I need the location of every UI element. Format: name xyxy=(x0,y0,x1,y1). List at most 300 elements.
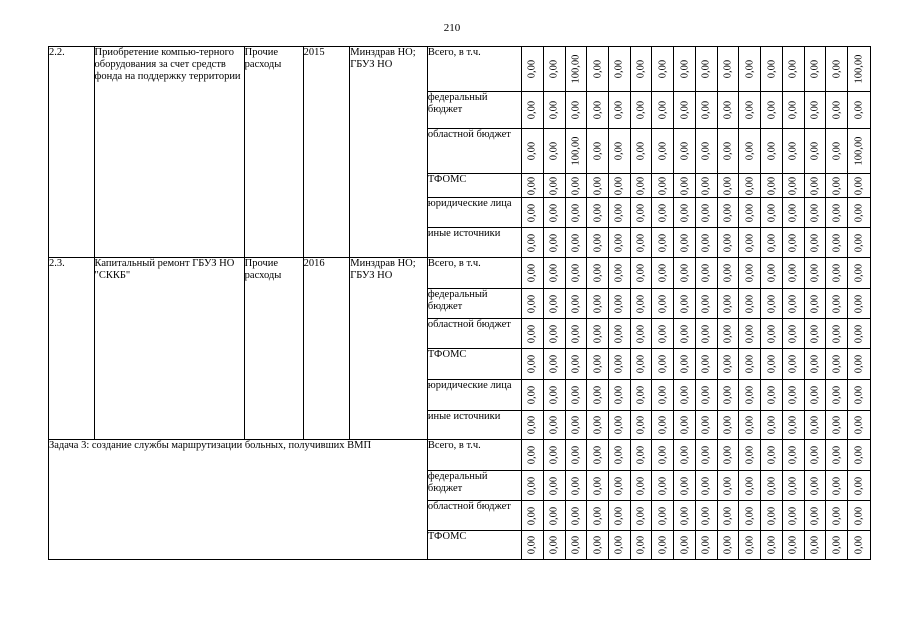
value-text: 0,00 xyxy=(635,203,647,222)
value-text: 0,00 xyxy=(526,506,538,525)
value-text: 0,00 xyxy=(831,141,843,161)
value-text: 0,00 xyxy=(592,476,604,495)
value-text: 0,00 xyxy=(722,100,734,120)
value-text: 0,00 xyxy=(787,445,799,465)
value-text: 0,00 xyxy=(787,385,799,405)
value-cell xyxy=(695,411,717,440)
value-cell xyxy=(609,380,631,411)
value-cell xyxy=(695,471,717,501)
value-cell xyxy=(543,440,565,471)
value-cell xyxy=(609,411,631,440)
value-cell xyxy=(848,129,871,174)
value-cell xyxy=(674,228,696,258)
value-text: 0,00 xyxy=(613,263,625,283)
value-cell xyxy=(609,501,631,531)
value-cell xyxy=(826,92,848,129)
value-text: 0,00 xyxy=(766,100,778,120)
value-text: 0,00 xyxy=(766,233,778,252)
value-text: 0,00 xyxy=(809,324,821,343)
value-text: 0,00 xyxy=(592,385,604,405)
funding-source-label: иные источники xyxy=(427,411,521,440)
value-text: 0,00 xyxy=(744,385,756,405)
value-text: 0,00 xyxy=(853,176,865,195)
value-cell xyxy=(543,411,565,440)
value-cell xyxy=(761,228,783,258)
value-cell xyxy=(587,471,609,501)
value-text: 0,00 xyxy=(809,506,821,525)
value-text: 0,00 xyxy=(679,176,691,195)
value-cell xyxy=(804,440,826,471)
value-text: 0,00 xyxy=(613,476,625,495)
value-text: 0,00 xyxy=(722,263,734,283)
value-cell xyxy=(674,319,696,349)
value-cell xyxy=(587,411,609,440)
value-cell xyxy=(761,92,783,129)
value-cell xyxy=(804,380,826,411)
value-text: 0,00 xyxy=(526,476,538,495)
value-text: 0,00 xyxy=(722,415,734,435)
value-cell xyxy=(630,92,652,129)
value-cell xyxy=(522,411,544,440)
value-cell xyxy=(848,228,871,258)
value-cell xyxy=(695,319,717,349)
value-text: 0,00 xyxy=(853,354,865,374)
value-cell xyxy=(717,289,739,319)
value-text: 0,00 xyxy=(722,141,734,161)
funding-source-label: ТФОМС xyxy=(427,531,521,560)
value-cell xyxy=(761,349,783,380)
value-cell xyxy=(587,174,609,198)
value-cell xyxy=(522,129,544,174)
value-text: 0,00 xyxy=(635,415,647,435)
value-text: 0,00 xyxy=(744,415,756,435)
value-cell xyxy=(522,319,544,349)
value-text: 0,00 xyxy=(526,324,538,343)
item-executor: Минздрав НО; ГБУЗ НО xyxy=(350,47,428,258)
value-cell xyxy=(587,380,609,411)
value-cell xyxy=(543,129,565,174)
value-cell xyxy=(826,411,848,440)
value-text: 0,00 xyxy=(831,176,843,195)
value-text: 0,00 xyxy=(613,233,625,252)
value-cell xyxy=(782,349,804,380)
value-cell xyxy=(804,228,826,258)
value-cell xyxy=(522,258,544,289)
value-text: 0,00 xyxy=(766,385,778,405)
value-cell xyxy=(695,47,717,92)
value-cell xyxy=(717,258,739,289)
value-text: 0,00 xyxy=(787,535,799,555)
value-text: 0,00 xyxy=(613,324,625,343)
value-cell xyxy=(565,411,587,440)
value-text: 0,00 xyxy=(635,476,647,495)
value-text: 0,00 xyxy=(722,385,734,405)
value-text: 0,00 xyxy=(526,100,538,120)
value-cell xyxy=(695,258,717,289)
value-text: 0,00 xyxy=(809,176,821,195)
value-cell xyxy=(652,289,674,319)
value-text: 0,00 xyxy=(787,263,799,283)
value-cell xyxy=(782,258,804,289)
value-cell xyxy=(717,380,739,411)
value-text: 0,00 xyxy=(700,100,712,120)
value-cell xyxy=(674,198,696,228)
value-text: 0,00 xyxy=(700,141,712,161)
funding-source-label: федеральный бюджет xyxy=(427,289,521,319)
funding-source-label: ТФОМС xyxy=(427,349,521,380)
value-cell xyxy=(522,501,544,531)
value-cell xyxy=(826,380,848,411)
value-text: 0,00 xyxy=(722,294,734,313)
value-cell xyxy=(522,380,544,411)
value-cell xyxy=(609,47,631,92)
value-cell xyxy=(848,411,871,440)
value-cell xyxy=(609,531,631,560)
value-text: 0,00 xyxy=(766,324,778,343)
value-text: 0,00 xyxy=(570,476,582,495)
value-cell xyxy=(782,531,804,560)
funding-source-label: юридические лица xyxy=(427,198,521,228)
value-text: 0,00 xyxy=(635,535,647,555)
value-text: 0,00 xyxy=(613,100,625,120)
value-cell xyxy=(739,380,761,411)
value-text: 0,00 xyxy=(700,59,712,79)
funding-source-label: федеральный бюджет xyxy=(427,471,521,501)
value-cell xyxy=(782,228,804,258)
value-cell xyxy=(522,471,544,501)
value-text: 0,00 xyxy=(700,415,712,435)
value-text: 0,00 xyxy=(526,354,538,374)
value-text: 0,00 xyxy=(744,59,756,79)
value-cell xyxy=(543,471,565,501)
value-text: 0,00 xyxy=(570,506,582,525)
value-text: 0,00 xyxy=(831,354,843,374)
value-cell xyxy=(695,289,717,319)
value-cell xyxy=(826,289,848,319)
value-text: 0,00 xyxy=(809,415,821,435)
value-text: 0,00 xyxy=(809,233,821,252)
value-text: 0,00 xyxy=(657,535,669,555)
value-cell xyxy=(739,440,761,471)
value-text: 0,00 xyxy=(548,476,560,495)
value-cell xyxy=(695,349,717,380)
value-text: 0,00 xyxy=(526,294,538,313)
value-cell xyxy=(761,258,783,289)
item-year: 2016 xyxy=(303,258,350,440)
value-cell xyxy=(630,349,652,380)
value-text: 0,00 xyxy=(570,294,582,313)
value-text: 0,00 xyxy=(570,385,582,405)
value-cell xyxy=(826,174,848,198)
value-cell xyxy=(804,531,826,560)
value-cell xyxy=(804,258,826,289)
table-row xyxy=(49,47,871,92)
value-text: 0,00 xyxy=(657,506,669,525)
value-text: 0,00 xyxy=(526,176,538,195)
value-text: 0,00 xyxy=(722,324,734,343)
value-cell xyxy=(543,289,565,319)
value-text: 0,00 xyxy=(722,535,734,555)
value-text: 0,00 xyxy=(700,445,712,465)
value-text: 0,00 xyxy=(548,506,560,525)
value-cell xyxy=(522,174,544,198)
value-cell xyxy=(826,198,848,228)
funding-source-label: областной бюджет xyxy=(427,319,521,349)
funding-source-label: иные источники xyxy=(427,228,521,258)
value-cell xyxy=(674,471,696,501)
value-cell xyxy=(717,440,739,471)
value-text: 0,00 xyxy=(831,263,843,283)
value-cell xyxy=(826,129,848,174)
value-cell xyxy=(587,129,609,174)
value-cell xyxy=(587,198,609,228)
value-cell xyxy=(565,258,587,289)
value-text: 0,00 xyxy=(722,233,734,252)
value-text: 0,00 xyxy=(744,294,756,313)
value-text: 0,00 xyxy=(722,445,734,465)
value-text: 0,00 xyxy=(787,506,799,525)
value-text: 0,00 xyxy=(548,203,560,222)
value-text: 0,00 xyxy=(831,476,843,495)
value-cell xyxy=(804,501,826,531)
value-text: 0,00 xyxy=(679,476,691,495)
budget-table xyxy=(48,46,871,560)
value-text: 0,00 xyxy=(766,176,778,195)
value-cell xyxy=(609,174,631,198)
value-cell xyxy=(652,349,674,380)
value-text: 0,00 xyxy=(657,176,669,195)
value-cell xyxy=(739,411,761,440)
value-text: 0,00 xyxy=(787,354,799,374)
value-cell xyxy=(739,501,761,531)
value-cell xyxy=(652,198,674,228)
item-year: 2015 xyxy=(303,47,350,258)
value-text: 0,00 xyxy=(592,233,604,252)
value-cell xyxy=(652,174,674,198)
value-cell xyxy=(609,471,631,501)
value-cell xyxy=(782,174,804,198)
item-name: Приобретение компью-терного оборудования за счет средств фонда на поддержку территории xyxy=(94,47,244,258)
value-text: 0,00 xyxy=(657,203,669,222)
value-text: 0,00 xyxy=(592,141,604,161)
value-cell xyxy=(782,380,804,411)
value-text: 0,00 xyxy=(853,324,865,343)
value-cell xyxy=(739,471,761,501)
value-cell xyxy=(739,258,761,289)
value-text: 0,00 xyxy=(679,324,691,343)
value-cell xyxy=(522,289,544,319)
value-text: 0,00 xyxy=(766,506,778,525)
value-text: 0,00 xyxy=(744,176,756,195)
value-text: 0,00 xyxy=(657,445,669,465)
value-cell xyxy=(630,198,652,228)
value-cell xyxy=(804,319,826,349)
value-cell xyxy=(826,258,848,289)
value-text: 0,00 xyxy=(831,415,843,435)
value-text: 0,00 xyxy=(853,100,865,120)
item-name: Капитальный ремонт ГБУЗ НО "СККБ" xyxy=(94,258,244,440)
value-text: 0,00 xyxy=(744,506,756,525)
value-cell xyxy=(652,440,674,471)
table-row xyxy=(49,440,871,471)
value-text: 0,00 xyxy=(831,294,843,313)
value-cell xyxy=(543,47,565,92)
value-cell xyxy=(630,174,652,198)
value-text: 0,00 xyxy=(700,476,712,495)
value-cell xyxy=(674,349,696,380)
value-text: 0,00 xyxy=(722,203,734,222)
value-text: 0,00 xyxy=(787,415,799,435)
value-cell xyxy=(630,501,652,531)
value-cell xyxy=(761,471,783,501)
value-text: 0,00 xyxy=(679,535,691,555)
value-cell xyxy=(717,174,739,198)
funding-source-label: Всего, в т.ч. xyxy=(427,47,521,92)
value-cell xyxy=(630,258,652,289)
value-text: 0,00 xyxy=(548,233,560,252)
funding-source-label: федеральный бюджет xyxy=(427,92,521,129)
value-text: 0,00 xyxy=(853,445,865,465)
value-cell xyxy=(587,440,609,471)
value-text: 0,00 xyxy=(831,324,843,343)
value-text: 0,00 xyxy=(853,385,865,405)
value-cell xyxy=(565,531,587,560)
table-body xyxy=(49,47,871,560)
value-cell xyxy=(695,380,717,411)
value-text: 0,00 xyxy=(744,141,756,161)
value-cell xyxy=(565,471,587,501)
value-cell xyxy=(804,92,826,129)
value-cell xyxy=(761,129,783,174)
value-text: 0,00 xyxy=(548,324,560,343)
value-text: 0,00 xyxy=(679,506,691,525)
value-cell xyxy=(717,471,739,501)
value-cell xyxy=(761,289,783,319)
value-cell xyxy=(739,531,761,560)
value-cell xyxy=(652,92,674,129)
value-cell xyxy=(630,531,652,560)
funding-source-label: ТФОМС xyxy=(427,174,521,198)
value-cell xyxy=(587,319,609,349)
value-text: 0,00 xyxy=(657,59,669,79)
value-cell xyxy=(782,198,804,228)
funding-source-label: областной бюджет xyxy=(427,129,521,174)
value-text: 0,00 xyxy=(570,203,582,222)
value-text: 0,00 xyxy=(809,59,821,79)
value-text: 0,00 xyxy=(613,354,625,374)
value-text: 100,00 xyxy=(570,136,582,166)
value-text: 0,00 xyxy=(679,415,691,435)
value-text: 0,00 xyxy=(526,385,538,405)
value-cell xyxy=(630,289,652,319)
value-cell xyxy=(609,92,631,129)
value-cell xyxy=(674,47,696,92)
value-cell xyxy=(587,47,609,92)
value-text: 0,00 xyxy=(592,100,604,120)
value-text: 0,00 xyxy=(679,294,691,313)
value-text: 0,00 xyxy=(548,263,560,283)
value-cell xyxy=(804,47,826,92)
value-text: 0,00 xyxy=(679,59,691,79)
value-cell xyxy=(587,258,609,289)
value-cell xyxy=(782,440,804,471)
item-executor: Минздрав НО; ГБУЗ НО xyxy=(350,258,428,440)
value-cell xyxy=(695,228,717,258)
value-text: 0,00 xyxy=(657,141,669,161)
value-cell xyxy=(587,501,609,531)
value-text: 0,00 xyxy=(744,100,756,120)
value-text: 0,00 xyxy=(831,233,843,252)
value-text: 0,00 xyxy=(831,203,843,222)
value-text: 100,00 xyxy=(570,54,582,84)
value-text: 0,00 xyxy=(613,506,625,525)
value-cell xyxy=(804,349,826,380)
value-cell xyxy=(782,319,804,349)
value-cell xyxy=(543,174,565,198)
value-cell xyxy=(543,198,565,228)
value-text: 0,00 xyxy=(613,141,625,161)
value-text: 0,00 xyxy=(744,354,756,374)
value-text: 0,00 xyxy=(831,535,843,555)
value-text: 0,00 xyxy=(635,506,647,525)
value-text: 0,00 xyxy=(766,203,778,222)
value-text: 0,00 xyxy=(787,176,799,195)
value-text: 0,00 xyxy=(548,294,560,313)
value-text: 0,00 xyxy=(787,100,799,120)
value-text: 0,00 xyxy=(570,176,582,195)
value-text: 0,00 xyxy=(526,203,538,222)
value-text: 0,00 xyxy=(700,506,712,525)
value-text: 0,00 xyxy=(853,203,865,222)
value-cell xyxy=(761,501,783,531)
value-cell xyxy=(652,411,674,440)
value-cell xyxy=(674,380,696,411)
value-cell xyxy=(717,319,739,349)
value-text: 0,00 xyxy=(853,263,865,283)
value-text: 0,00 xyxy=(548,354,560,374)
value-cell xyxy=(761,531,783,560)
value-cell xyxy=(652,380,674,411)
value-cell xyxy=(609,319,631,349)
value-text: 0,00 xyxy=(592,506,604,525)
value-cell xyxy=(630,129,652,174)
value-cell xyxy=(630,228,652,258)
value-text: 0,00 xyxy=(613,59,625,79)
value-text: 0,00 xyxy=(526,59,538,79)
value-cell xyxy=(543,501,565,531)
value-text: 0,00 xyxy=(700,263,712,283)
item-expense-type: Прочие расходы xyxy=(244,47,303,258)
task-title: Задача 3: создание службы маршрутизации больных, получивших ВМП xyxy=(49,440,428,560)
value-text: 0,00 xyxy=(766,263,778,283)
value-cell xyxy=(848,440,871,471)
value-cell xyxy=(695,92,717,129)
value-text: 0,00 xyxy=(570,100,582,120)
value-cell xyxy=(587,228,609,258)
value-text: 0,00 xyxy=(635,354,647,374)
value-text: 0,00 xyxy=(548,385,560,405)
value-cell xyxy=(739,198,761,228)
value-text: 0,00 xyxy=(722,476,734,495)
value-text: 0,00 xyxy=(679,203,691,222)
value-cell xyxy=(522,228,544,258)
value-text: 0,00 xyxy=(853,294,865,313)
value-text: 0,00 xyxy=(679,385,691,405)
value-text: 0,00 xyxy=(787,233,799,252)
value-cell xyxy=(826,47,848,92)
value-text: 0,00 xyxy=(787,203,799,222)
value-text: 0,00 xyxy=(766,141,778,161)
